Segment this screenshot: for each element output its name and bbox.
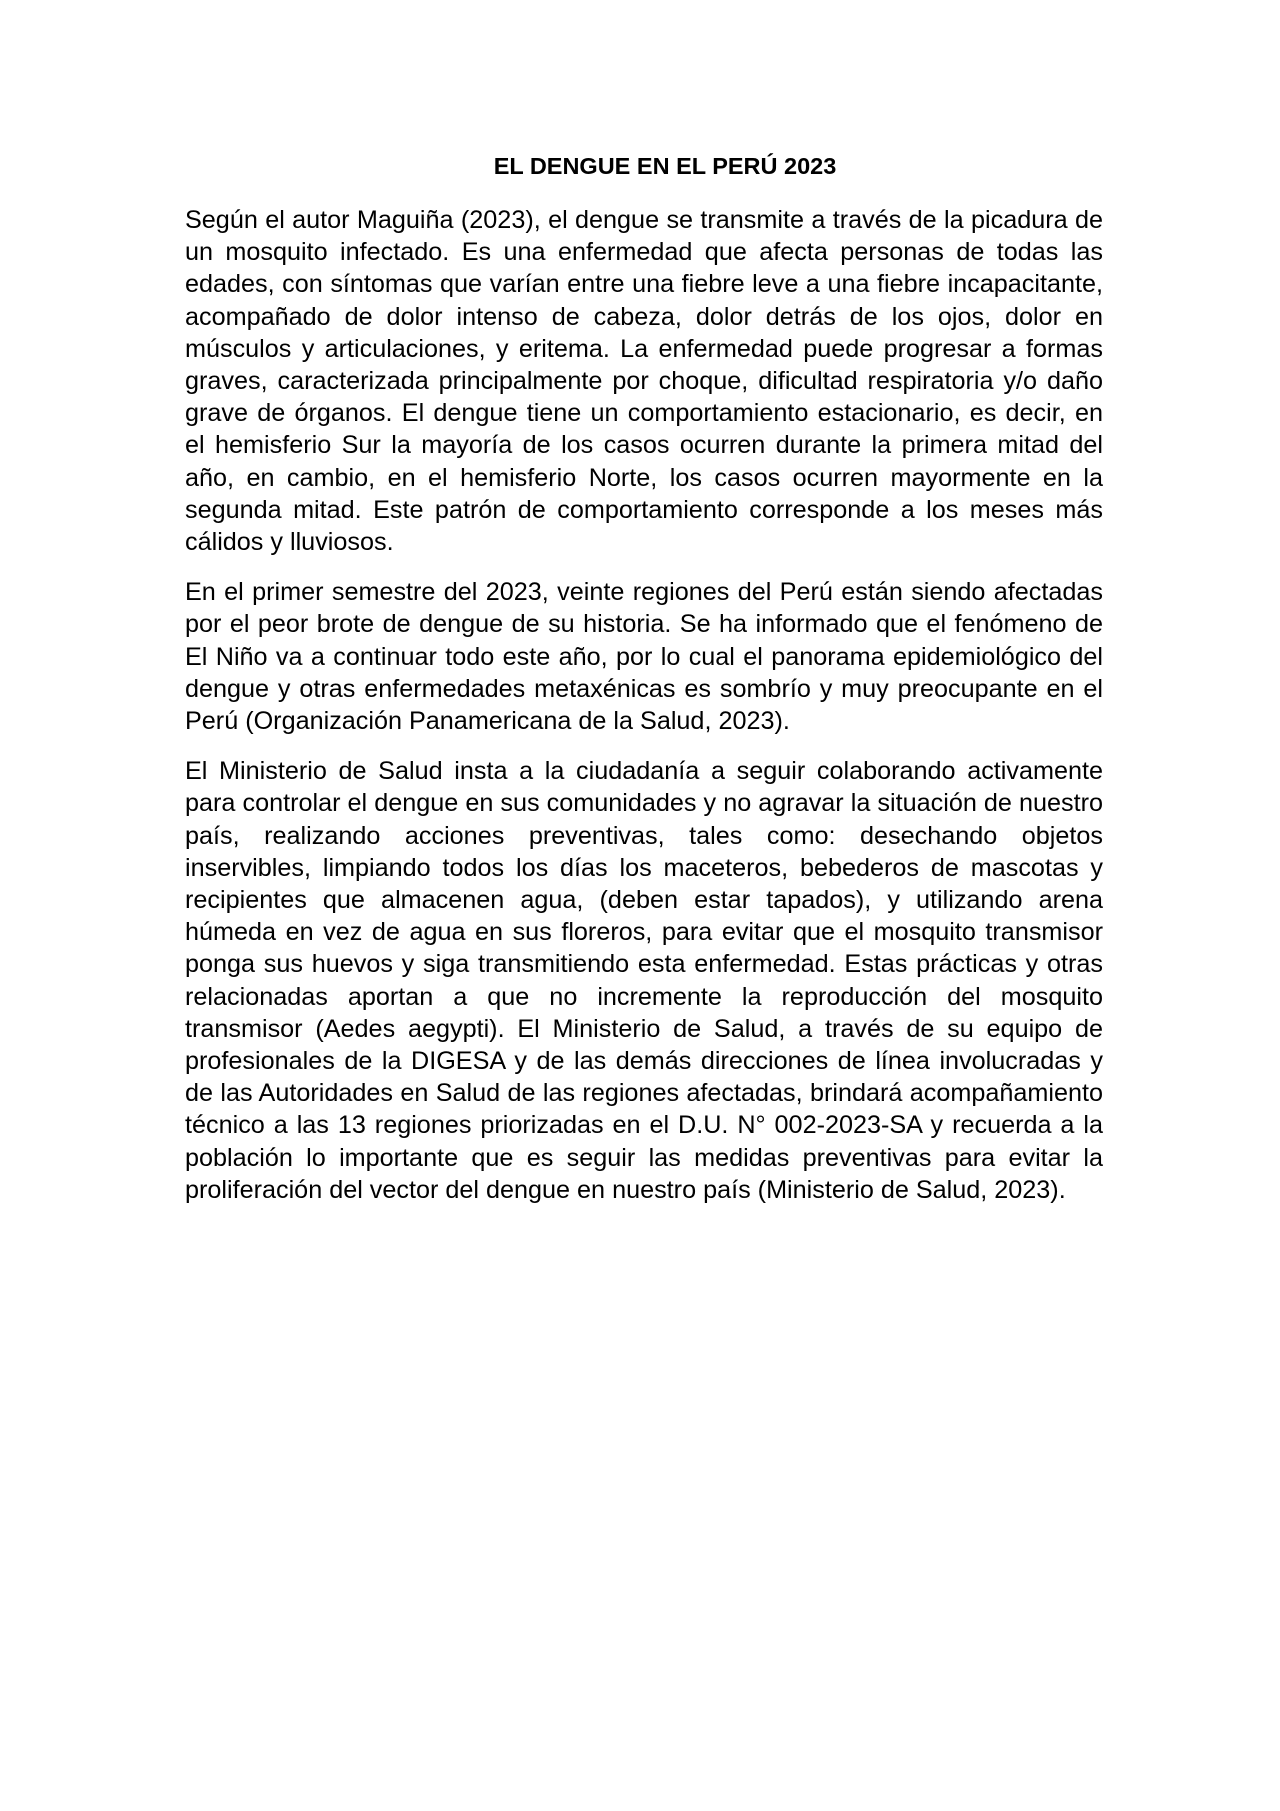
- document-title: EL DENGUE EN EL PERÚ 2023: [493, 153, 837, 179]
- paragraph-ministry-prevention: El Ministerio de Salud insta a la ciudadanía a seguir colaborando activamente para controlar el dengue en sus comunidades y no agravar la situación de nuestro país, realizando acciones preventivas, tales como: desechando objetos inservibles, limpiando todos los días los maceteros, bebederos de mascotas y recipientes que almacenen agua, (deben estar tapados), y utilizando arena húmeda en vez de agua en sus floreros, para evitar que el mosquito transmisor ponga sus huevos y siga transmitiendo esta enfermedad. Estas prácticas y otras relacionadas aportan a que no incremente la reproducción del mosquito transmisor (Aedes aegypti). El Ministerio de Salud, a través de su equipo de profesionales de la DIGESA y de las demás direcciones de línea involucradas y de las Autoridades en Salud de las regiones afectadas, brindará acompañamiento técnico a las 13 regiones priorizadas en el D.U. N° 002-2023-SA y recuerda a la población lo importante que es seguir las medidas preventivas para evitar la proliferación del vector del dengue en nuestro país (Ministerio de Salud, 2023).: [185, 757, 1103, 1204]
- paragraph-dengue-transmission: Según el autor Maguiña (2023), el dengue se transmite a través de la picadura de un mosquito infectado. Es una enfermedad que afecta personas de todas las edades, con síntomas que varían entre una fiebre leve a una fiebre incapacitante, acompañado de dolor intenso de cabeza, dolor detrás de los ojos, dolor en músculos y articulaciones, y eritema. La enfermedad puede progresar a formas graves, caracterizada principalmente por choque, dificultad respiratoria y/o daño grave de órganos. El dengue tiene un comportamiento estacionario, es decir, en el hemisferio Sur la mayoría de los casos ocurren durante la primera mitad del año, en cambio, en el hemisferio Norte, los casos ocurren mayormente en la segunda mitad. Este patrón de comportamiento corresponde a los meses más cálidos y lluviosos.: [185, 206, 1103, 557]
- document-body: [185, 150, 1103, 1224]
- paragraph-outbreak-2023: En el primer semestre del 2023, veinte regiones del Perú están siendo afectadas por el peor brote de dengue de su historia. Se ha informado que el fenómeno de El Niño va a continuar todo este año, por lo cual el panorama epidemiológico del dengue y otras enfermedades metaxénicas es sombrío y muy preocupante en el Perú (Organización Panamericana de la Salud, 2023).: [185, 578, 1103, 736]
